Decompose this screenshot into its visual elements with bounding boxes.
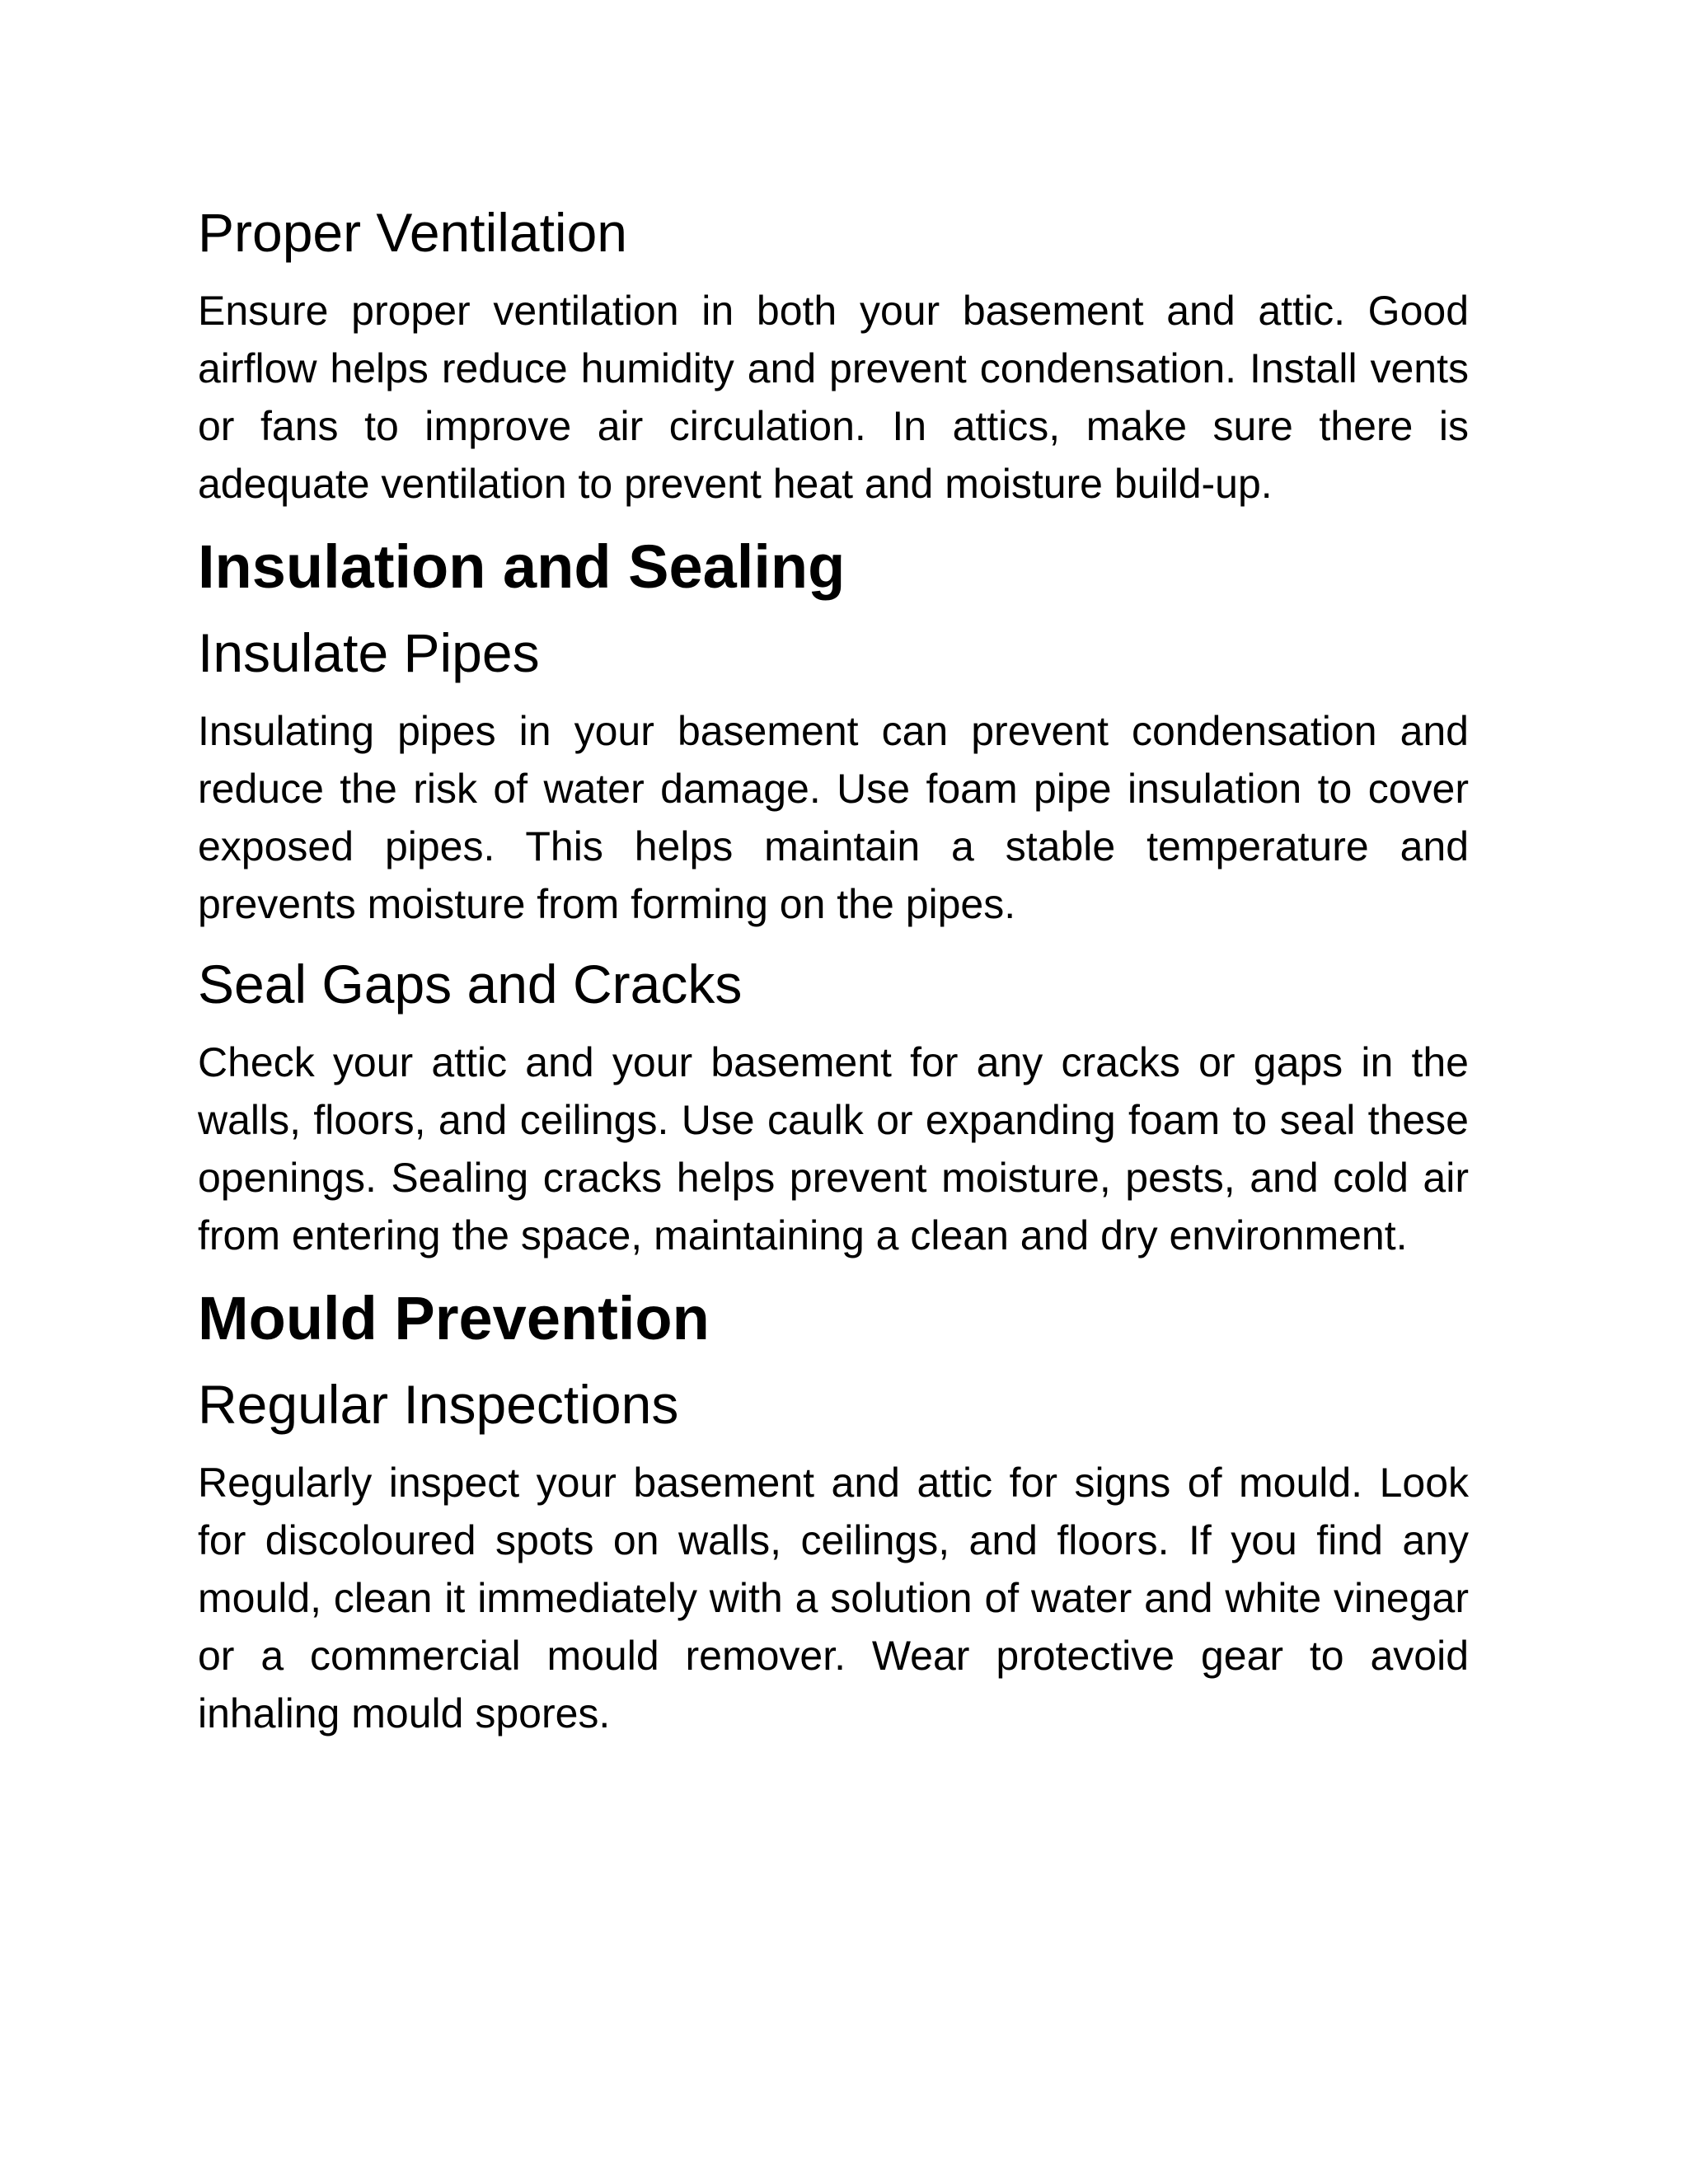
heading-insulation-and-sealing: Insulation and Sealing [198, 532, 846, 601]
paragraph-insulate-pipes: Insulating pipes in your basement can prevent condensation and reduce the risk of water damage. Use foam pipe insulation to cover exposed pipes. This helps maintain a stable temperature and prevents moisture from forming on the pipes. [198, 708, 1469, 927]
heading-seal-gaps-and-cracks: Seal Gaps and Cracks [198, 954, 743, 1015]
heading-mould-prevention: Mould Prevention [198, 1284, 710, 1352]
heading-proper-ventilation: Proper Ventilation [198, 202, 628, 263]
heading-insulate-pipes: Insulate Pipes [198, 622, 540, 683]
paragraph-proper-ventilation: Ensure proper ventilation in both your basement and attic. Good airflow helps reduce humidity and prevent condensation. Install vents or fans to improve air circulation. In attics, make sure there is adequate ventilation to prevent heat and moisture build-up. [198, 288, 1469, 507]
heading-regular-inspections: Regular Inspections [198, 1374, 679, 1435]
paragraph-regular-inspections: Regularly inspect your basement and attic for signs of mould. Look for discoloured spots on walls, ceilings, and floors. If you find any mould, clean it immediately with a solution of water and white vinegar or a commercial mould remover. Wear protective gear to avoid inhaling mould spores. [198, 1460, 1469, 1736]
paragraph-seal-gaps-and-cracks: Check your attic and your basement for any cracks or gaps in the walls, floors, and ceilings. Use caulk or expanding foam to seal these openings. Sealing cracks helps prevent moisture, pests, and cold air from entering the space, maintaining a clean and dry environment. [198, 1039, 1469, 1258]
document-page [198, 191, 1469, 1760]
